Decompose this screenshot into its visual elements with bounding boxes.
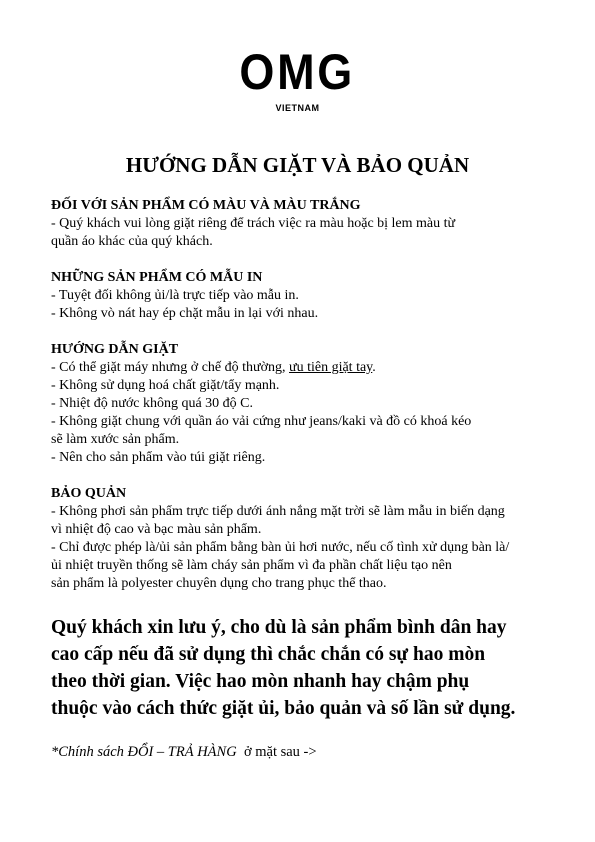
section-printed-products [51, 269, 581, 323]
section-line: - Chỉ được phép là/ủi sản phẩm bằng bàn ủi hơi nước, nếu cố tình xử dụng bàn là/ [51, 540, 510, 555]
wear-notice [51, 614, 591, 722]
section-heading: NHỮNG SẢN PHẨM CÓ MẪU IN [51, 270, 263, 285]
section-line: sẽ làm xước sản phẩm. [51, 432, 180, 447]
policy-label: *Chính sách ĐỔI – TRẢ HÀNG [51, 744, 237, 760]
line-text: - Có thể giặt máy nhưng ở chế độ thường, [51, 360, 289, 375]
notice-line: cao cấp nếu đã sử dụng thì chắc chắn có sự hao mòn [51, 644, 486, 665]
logo-subtitle: VIETNAM [275, 103, 320, 113]
hand-wash-emphasis: ưu tiên giặt tay [289, 360, 373, 375]
section-heading: HƯỚNG DẪN GIẶT [51, 342, 179, 357]
section-line: sản phẩm là polyester chuyên dụng cho trang phục thể thao. [51, 576, 387, 591]
notice-line: Quý khách xin lưu ý, cho dù là sản phẩm bình dân hay [51, 617, 507, 638]
section-heading: ĐỐI VỚI SẢN PHẨM CÓ MÀU VÀ MÀU TRẮNG [51, 198, 361, 213]
page-title: HƯỚNG DẪN GIẶT VÀ BẢO QUẢN [125, 153, 470, 177]
logo-wordmark: OMG [239, 44, 356, 100]
section-line: vì nhiệt độ cao và bạc màu sản phẩm. [51, 522, 262, 537]
section-line: - Nhiệt độ nước không quá 30 độ C. [51, 396, 254, 411]
section-line: - Không vò nát hay ép chặt mẫu in lại với nhau. [51, 306, 319, 321]
section-line: - Không phơi sản phẩm trực tiếp dưới ánh nắng mặt trời sẽ làm mẫu in biến dạng [51, 504, 505, 519]
section-line [51, 359, 581, 377]
section-storage [51, 485, 581, 593]
policy-pointer: ở mặt sau -> [236, 744, 317, 760]
notice-line: theo thời gian. Việc hao mòn nhanh hay chậm phụ [51, 671, 470, 692]
section-colored-white-products [51, 197, 581, 251]
brand-logo [0, 44, 595, 114]
section-line: - Quý khách vui lòng giặt riêng để trách việc ra màu hoặc bị lem màu từ [51, 216, 456, 231]
section-line: ủi nhiệt truyền thống sẽ làm cháy sản phẩm vì đa phần chất liệu tạo nên [51, 558, 452, 573]
section-line: - Tuyệt đối không ủi/là trực tiếp vào mẫu in. [51, 288, 299, 303]
return-policy-note [51, 742, 317, 762]
section-heading: BẢO QUẢN [51, 486, 127, 501]
section-line: - Không sử dụng hoá chất giặt/tẩy mạnh. [51, 378, 280, 393]
section-line: - Không giặt chung với quần áo vải cứng như jeans/kaki và đồ có khoá kéo [51, 414, 472, 429]
line-text: . [372, 360, 376, 375]
section-line: - Nên cho sản phẩm vào túi giặt riêng. [51, 450, 266, 465]
section-line: quần áo khác của quý khách. [51, 234, 213, 249]
section-washing-guide [51, 341, 581, 467]
notice-line: thuộc vào cách thức giặt ủi, bảo quản và số lần sử dụng. [51, 698, 516, 719]
instructions-body [51, 197, 581, 593]
